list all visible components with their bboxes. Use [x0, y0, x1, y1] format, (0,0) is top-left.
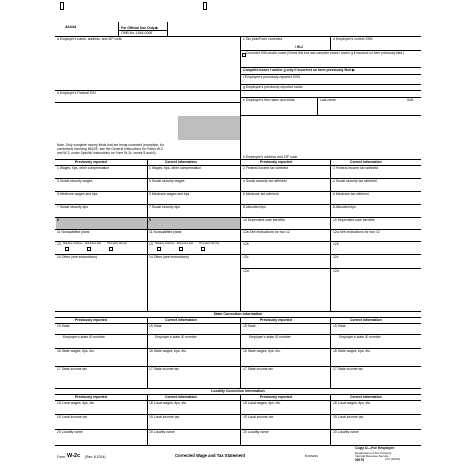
loc-r2-c2: 19 Local income tax	[149, 415, 180, 419]
box11-corr: 11 Nonqualified plans	[149, 230, 182, 234]
product-number: 5007S	[355, 458, 365, 462]
official-use-label: For Official Use Only ▶	[121, 26, 159, 30]
form-title: Corrected Wage and Tax Statement	[175, 453, 246, 458]
copy-label: Copy D—For Employer	[355, 446, 395, 450]
state-col-prev-2: Previously reported	[260, 318, 292, 322]
box3-corr: 3 Social security wages	[149, 179, 185, 183]
box4-prev: 4 Social security tax withheld	[243, 179, 287, 183]
state-r4-c3: 17 State income tax	[243, 367, 273, 371]
box12a-prev: 12a See instructions for box 12	[243, 230, 290, 234]
box10-corr: 10 Dependent care benefits	[333, 218, 375, 222]
state-r4-c4: 17 State income tax	[333, 367, 363, 371]
state-r1-c3: 15 State	[243, 324, 256, 328]
loc-r3-c3: 20 Locality name	[243, 430, 269, 434]
box2-prev: 2 Federal income tax withheld	[243, 166, 289, 170]
loc-r2-c3: 19 Local income tax	[243, 415, 274, 419]
col-corr-1: Correct information	[165, 160, 197, 164]
box12a-corr: 12a See instructions for box 12	[333, 230, 380, 234]
box5-corr: 5 Medicare wages and tips	[149, 192, 190, 196]
loc-r3-c4: 20 Locality name	[333, 430, 359, 434]
loc-r1-c1: 18 Local wages, tips, etc.	[57, 401, 96, 405]
box13-prev-thirdparty-checkbox[interactable]	[109, 247, 113, 251]
suffix-label: Suff.	[407, 98, 414, 102]
box9-prev: 9	[57, 218, 59, 222]
form-w2c	[55, 22, 421, 462]
box2-corr: 2 Federal income tax withheld	[333, 166, 379, 170]
box-g-label: g Employee's previously reported name	[243, 85, 303, 89]
box10-prev: 10 Dependent care benefits	[243, 218, 285, 222]
box13-corr-thirdparty: Third-party sick pay	[199, 243, 220, 245]
note-text: Note. Only complete money fields that are being corrected (exception: for corrections involving MQGE, see the General Instructions for Forms W-2 and W-3, under Specific Instructions for Form W-2c, boxes 5 and 6).	[57, 143, 164, 156]
state-r2-c4: Employer's state ID number	[339, 335, 381, 339]
loc-r1-c2: 18 Local wages, tips, etc.	[149, 401, 188, 405]
box-c-label: c Tax year/Form corrected	[243, 37, 283, 41]
box12d-prev: 12d	[243, 269, 249, 273]
box12d-corr: 12d	[333, 269, 339, 273]
registration-mark-right	[203, 2, 207, 10]
form-rev: (Rev. 8-2014)	[85, 455, 106, 459]
form-code: 44444	[65, 24, 77, 29]
col-prev-1: Previously reported	[75, 160, 107, 164]
omb-number: OMB No. 1545-0008	[121, 31, 153, 35]
state-col-corr-2: Correct information	[350, 318, 382, 322]
box13-prev-retirement: Retirement plan	[85, 243, 102, 245]
loc-r2-c4: 19 Local income tax	[333, 415, 364, 419]
state-r3-c4: 16 State wages, tips, etc.	[333, 349, 371, 353]
box13-prev-retirement-checkbox[interactable]	[87, 247, 91, 251]
corrected-ssn-text: Corrected SSN and/or name (Check this box and complete boxes f and/or g if incorrect on form previously filed.)	[246, 51, 405, 55]
state-r4-c1: 17 State income tax	[57, 367, 87, 371]
box-a-label: a Employer's name, address, and ZIP code	[57, 37, 122, 41]
col-prev-2: Previously reported	[260, 160, 292, 164]
box12c-corr: 12c	[333, 255, 339, 259]
shaded-block	[178, 116, 240, 140]
box12b-prev: 12b	[243, 242, 249, 246]
agency-line-2: Internal Revenue Service	[355, 454, 389, 458]
small-code: 1077 (SCF04)	[385, 458, 401, 461]
box8-corr: 8 Allocated tips	[333, 205, 356, 209]
box12c-prev: 12c	[243, 255, 249, 259]
box13-corr-statutory-checkbox[interactable]	[157, 247, 161, 251]
loc-col-corr-2: Correct information	[350, 395, 382, 399]
loc-r3-c1: 20 Locality name	[57, 430, 83, 434]
form-name: W-2c	[67, 453, 81, 459]
complete-boxes-note: Complete boxes f and/or g only if incorrect on form previously filed ▶	[243, 68, 355, 72]
box6-prev: 6 Medicare tax withheld	[243, 192, 279, 196]
box13-prev: 13	[57, 242, 61, 246]
box13-prev-statutory-checkbox[interactable]	[65, 247, 69, 251]
box14-corr: 14 Other (see instructions)	[149, 255, 189, 259]
box13-corr-thirdparty-checkbox[interactable]	[201, 247, 205, 251]
box-e-name-label: e Employee's first name and initial	[243, 98, 295, 102]
loc-r1-c4: 18 Local wages, tips, etc.	[333, 401, 372, 405]
box1-corr: 1 Wages, tips, other compensation	[149, 166, 202, 170]
box-h-label: h Employee's address and ZIP code	[243, 155, 298, 159]
box13-corr-statutory: Statutory employee	[155, 243, 175, 245]
state-r3-c1: 16 State wages, tips, etc.	[57, 349, 95, 353]
registration-mark-left	[60, 2, 64, 10]
state-r1-c1: 15 State	[57, 324, 70, 328]
box9-prev-shade	[56, 218, 147, 229]
box6-corr: 6 Medicare tax withheld	[333, 192, 369, 196]
box7-prev: 7 Social security tips	[57, 205, 88, 209]
loc-r1-c3: 18 Local wages, tips, etc.	[243, 401, 282, 405]
box7-corr: 7 Social security tips	[149, 205, 180, 209]
cat-number: BUSINESS	[305, 455, 319, 458]
box13-corr: 13	[149, 242, 153, 246]
state-col-prev-1: Previously reported	[75, 318, 107, 322]
loc-col-prev-2: Previously reported	[260, 395, 292, 399]
box12b-corr: 12b	[333, 242, 339, 246]
state-r4-c2: 17 State income tax	[149, 367, 179, 371]
state-r1-c4: 15 State	[333, 324, 346, 328]
box9-corr-shade	[148, 218, 240, 229]
box-b-label: b Employer's Federal EIN	[57, 91, 96, 95]
box8-prev: 8 Allocated tips	[243, 205, 266, 209]
state-r3-c3: 16 State wages, tips, etc.	[243, 349, 281, 353]
box-d-label: d Employee's correct SSN	[333, 37, 373, 41]
loc-col-prev-1: Previously reported	[75, 395, 107, 399]
form-ref: / W-2	[295, 45, 304, 49]
box4-corr: 4 Social security tax withheld	[333, 179, 377, 183]
loc-r3-c2: 20 Locality name	[149, 430, 175, 434]
box-f-label: f Employee's previously reported SSN	[243, 75, 300, 79]
state-r2-c1: Employer's state ID number	[63, 335, 105, 339]
form-label: Form	[57, 455, 65, 459]
box14-prev: 14 Other (see instructions)	[57, 255, 97, 259]
box13-prev-thirdparty: Third-party sick pay	[107, 243, 128, 245]
state-col-corr-1: Correct information	[165, 318, 197, 322]
state-section-title: State Correction Information	[213, 312, 263, 316]
box13-corr-retirement-checkbox[interactable]	[179, 247, 183, 251]
loc-col-corr-1: Correct information	[165, 395, 197, 399]
locality-section-title: Locality Correction Information	[211, 389, 265, 393]
loc-r2-c1: 19 Local income tax	[57, 415, 88, 419]
box5-prev: 5 Medicare wages and tips	[57, 192, 98, 196]
state-r3-c2: 16 State wages, tips, etc.	[149, 349, 187, 353]
col-corr-2: Correct information	[350, 160, 382, 164]
agency-line-1: Department of the Treasury	[355, 451, 392, 455]
state-r1-c2: 15 State	[149, 324, 162, 328]
box1-prev: 1 Wages, tips, other compensation	[57, 166, 110, 170]
box11-prev: 11 Nonqualified plans	[57, 230, 90, 234]
box3-prev: 3 Social security wages	[57, 179, 93, 183]
box9-corr: 9	[149, 218, 151, 222]
box13-corr-retirement: Retirement plan	[177, 243, 194, 245]
box13-prev-statutory: Statutory employee	[63, 243, 83, 245]
state-r2-c2: Employer's state ID number	[155, 335, 197, 339]
state-r2-c3: Employer's state ID number	[249, 335, 291, 339]
last-name-label: Last name	[320, 98, 336, 102]
